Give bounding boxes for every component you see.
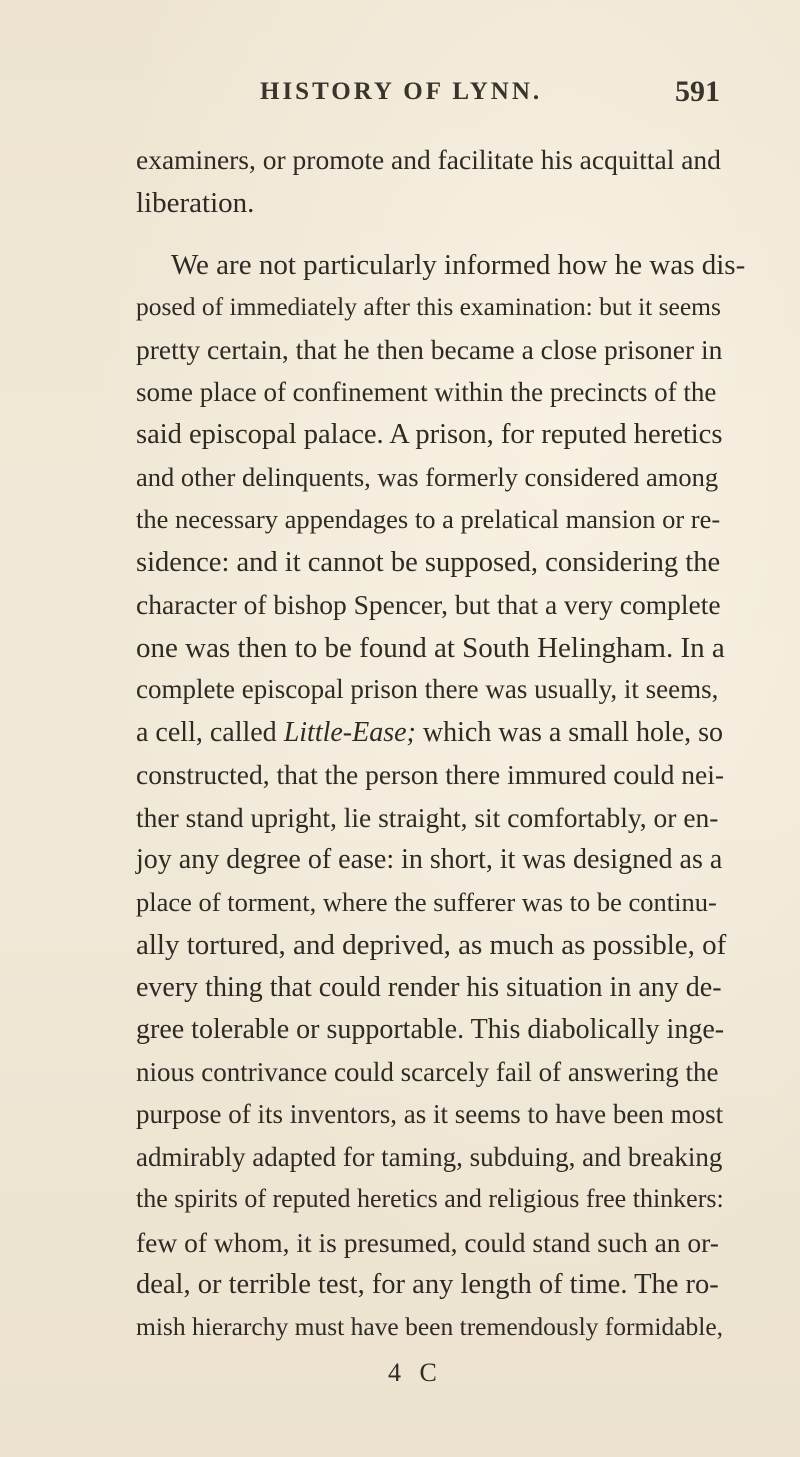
text-line: one was then to be found at South Helingham. In a — [136, 631, 725, 664]
text-line: ally tortured, and deprived, as much as possible, of — [136, 929, 727, 961]
signature-mark: 4 C — [388, 1357, 443, 1387]
text-line: examiners, or promote and facilitate his acquittal and — [136, 144, 721, 175]
page-number: 591 — [675, 75, 720, 108]
text-line: admirably adapted for taming, subduing, and breaking — [136, 1141, 723, 1172]
text-line: sidence: and it cannot be supposed, considering the — [136, 546, 721, 578]
text-line: joy any degree of ease: in short, it was designed as a — [136, 844, 723, 875]
text-line: the spirits of reputed heretics and religious free thinkers: — [136, 1184, 724, 1213]
text-line: purpose of its inventors, as it seems to have been most — [136, 1099, 724, 1129]
text-line: every thing that could render his situation in any de- — [136, 971, 722, 1003]
text-line: We are not particularly informed how he was dis- — [171, 249, 746, 281]
text-line: pretty certain, that he then became a close prisoner in — [136, 334, 723, 365]
text-line: the necessary appendages to a prelatical mansion or re- — [136, 504, 721, 534]
text-line: posed of immediately after this examination: but it seems — [136, 291, 721, 321]
page-header — [250, 75, 720, 118]
text-line: and other delinquents, was formerly considered among — [136, 461, 719, 492]
cell-name: Little-Ease; — [283, 716, 416, 748]
text-line: gree tolerable or supportable. This diabolically inge- — [136, 1014, 725, 1045]
text-line: place of torment, where the sufferer was to be continu- — [136, 886, 717, 917]
running-head: HISTORY OF LYNN. — [260, 78, 543, 105]
text-line: said episcopal palace. A prison, for reputed heretics — [136, 419, 723, 450]
text-line: character of bishop Spencer, but that a very complete — [136, 589, 721, 620]
text-line: mish hierarchy must have been tremendously formidable, — [136, 1311, 724, 1341]
text-line: ther stand upright, lie straight, sit comfortably, or en- — [136, 801, 719, 833]
text-line: nious contrivance could scarcely fail of answering the — [136, 1056, 719, 1087]
text-line: some place of confinement within the precincts of the — [136, 376, 717, 407]
text-line: liberation. — [136, 186, 255, 219]
text-line: constructed, that the person there immured could nei- — [136, 759, 725, 790]
text-line: deal, or terrible test, for any length of time. The ro- — [136, 1269, 719, 1300]
text-run: a cell, called — [136, 716, 284, 748]
text-line: few of whom, it is presumed, could stand such an or- — [136, 1226, 719, 1258]
text-line — [136, 716, 724, 748]
text-line: complete episcopal prison there was usually, it seems, — [136, 674, 719, 704]
text-run: which was a small hole, so — [415, 716, 724, 748]
